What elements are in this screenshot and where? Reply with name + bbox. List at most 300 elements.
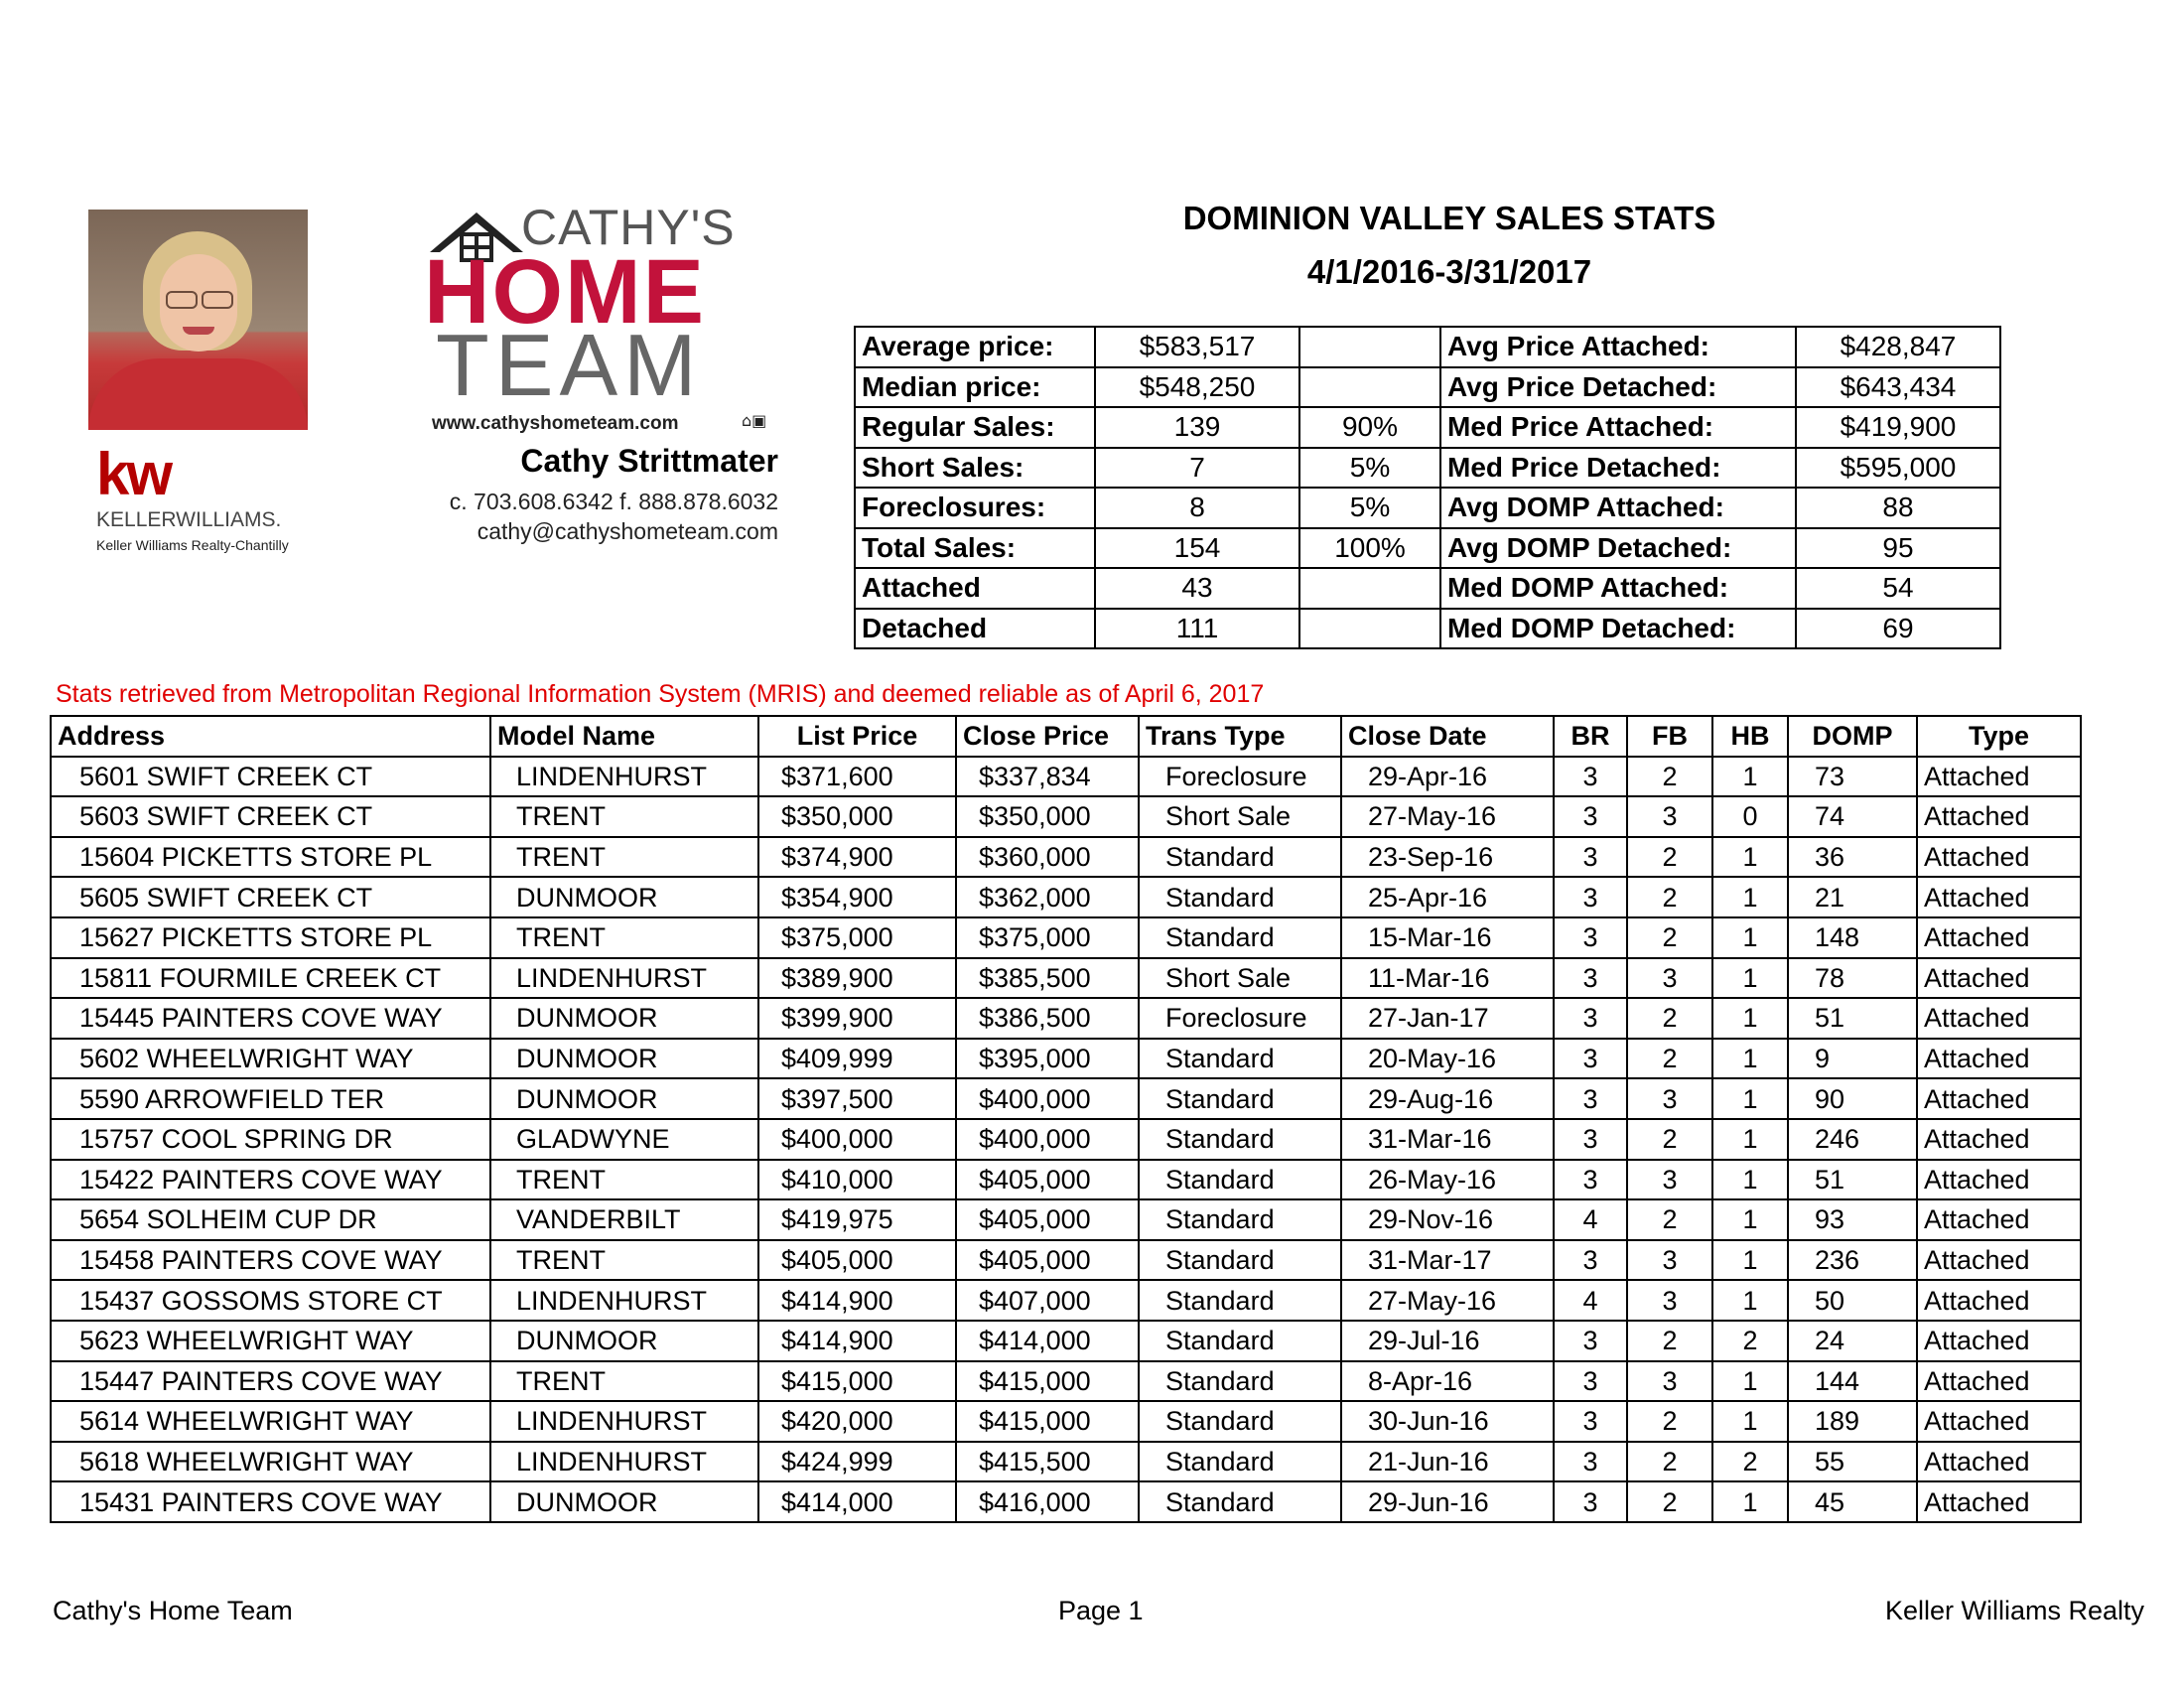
cell-type: Attached	[1917, 1199, 2081, 1240]
cell-br: 3	[1554, 877, 1627, 917]
cell-hb: 1	[1712, 1481, 1788, 1522]
cell-close-date: 27-May-16	[1341, 796, 1554, 837]
table-row	[51, 757, 2081, 797]
table-row	[51, 796, 2081, 837]
summary-label-2: Avg Price Attached:	[1440, 327, 1796, 367]
cell-type: Attached	[1917, 837, 2081, 878]
table-row	[51, 877, 2081, 917]
cell-close-date: 21-Jun-16	[1341, 1442, 1554, 1482]
source-note: Stats retrieved from Metropolitan Regional Information System (MRIS) and deemed reliable as of April 6, 2017	[56, 680, 1265, 708]
cell-type: Attached	[1917, 877, 2081, 917]
cell-address: 15431 PAINTERS COVE WAY	[51, 1481, 490, 1522]
cell-list-price: $420,000	[758, 1401, 956, 1442]
header-br: BR	[1554, 716, 1627, 757]
cell-domp: 90	[1788, 1078, 1917, 1119]
cell-hb: 1	[1712, 757, 1788, 797]
cell-address: 15458 PAINTERS COVE WAY	[51, 1240, 490, 1281]
table-row	[51, 1240, 2081, 1281]
logo-team: TEAM	[436, 316, 703, 414]
cell-close-price: $375,000	[956, 917, 1139, 958]
cell-hb: 2	[1712, 1321, 1788, 1361]
summary-percent: 100%	[1299, 528, 1440, 569]
summary-label-2: Avg DOMP Attached:	[1440, 488, 1796, 528]
cell-list-price: $354,900	[758, 877, 956, 917]
cell-trans-type: Standard	[1139, 1481, 1341, 1522]
summary-value-2: 69	[1796, 609, 2000, 649]
cell-domp: 51	[1788, 998, 1917, 1039]
cell-type: Attached	[1917, 1361, 2081, 1402]
summary-value: $583,517	[1095, 327, 1299, 367]
cell-trans-type: Standard	[1139, 1361, 1341, 1402]
cell-br: 3	[1554, 1481, 1627, 1522]
cell-domp: 189	[1788, 1401, 1917, 1442]
cell-close-price: $385,500	[956, 958, 1139, 999]
summary-row	[855, 528, 2000, 569]
agent-email[interactable]: cathy@cathyshometeam.com	[477, 518, 778, 544]
cell-address: 15422 PAINTERS COVE WAY	[51, 1160, 490, 1200]
cell-hb: 1	[1712, 917, 1788, 958]
cell-address: 5618 WHEELWRIGHT WAY	[51, 1442, 490, 1482]
cell-address: 15445 PAINTERS COVE WAY	[51, 998, 490, 1039]
table-row	[51, 958, 2081, 999]
cell-close-date: 15-Mar-16	[1341, 917, 1554, 958]
cell-close-price: $415,500	[956, 1442, 1139, 1482]
summary-value: 154	[1095, 528, 1299, 569]
summary-row	[855, 448, 2000, 489]
cell-br: 3	[1554, 837, 1627, 878]
cell-br: 3	[1554, 1361, 1627, 1402]
cell-br: 3	[1554, 1401, 1627, 1442]
cell-fb: 2	[1627, 1401, 1712, 1442]
summary-value: 111	[1095, 609, 1299, 649]
cell-list-price: $371,600	[758, 757, 956, 797]
cell-trans-type: Standard	[1139, 1199, 1341, 1240]
header-trans-type: Trans Type	[1139, 716, 1341, 757]
summary-value-2: $643,434	[1796, 367, 2000, 408]
cell-close-date: 29-Jun-16	[1341, 1481, 1554, 1522]
summary-stats-table	[854, 326, 2001, 649]
cell-fb: 2	[1627, 757, 1712, 797]
cell-close-date: 27-May-16	[1341, 1280, 1554, 1321]
cell-hb: 1	[1712, 1240, 1788, 1281]
cell-hb: 1	[1712, 877, 1788, 917]
cell-fb: 3	[1627, 958, 1712, 999]
summary-percent	[1299, 367, 1440, 408]
cell-hb: 1	[1712, 1039, 1788, 1079]
cell-fb: 3	[1627, 1361, 1712, 1402]
cell-close-date: 20-May-16	[1341, 1039, 1554, 1079]
summary-row	[855, 488, 2000, 528]
cell-close-date: 8-Apr-16	[1341, 1361, 1554, 1402]
cell-model-name: LINDENHURST	[490, 1442, 758, 1482]
header-address: Address	[51, 716, 490, 757]
cell-trans-type: Standard	[1139, 917, 1341, 958]
cell-close-date: 27-Jan-17	[1341, 998, 1554, 1039]
cell-address: 5590 ARROWFIELD TER	[51, 1078, 490, 1119]
cell-hb: 2	[1712, 1442, 1788, 1482]
photo-glasses-right	[202, 291, 233, 309]
cell-trans-type: Short Sale	[1139, 958, 1341, 999]
agent-name: Cathy Strittmater	[520, 443, 778, 479]
report-period: 4/1/2016-3/31/2017	[1306, 253, 1592, 290]
cell-list-price: $350,000	[758, 796, 956, 837]
cell-close-price: $416,000	[956, 1481, 1139, 1522]
sales-header-row	[51, 716, 2081, 757]
summary-label: Short Sales:	[855, 448, 1095, 489]
equal-housing-icon: ⌂▣	[742, 411, 767, 430]
cell-list-price: $405,000	[758, 1240, 956, 1281]
header-fb: FB	[1627, 716, 1712, 757]
table-row	[51, 1481, 2081, 1522]
cell-br: 3	[1554, 757, 1627, 797]
photo-glasses-left	[166, 291, 198, 309]
cell-type: Attached	[1917, 958, 2081, 999]
cell-fb: 2	[1627, 877, 1712, 917]
summary-label: Total Sales:	[855, 528, 1095, 569]
cell-close-price: $395,000	[956, 1039, 1139, 1079]
cell-close-date: 26-May-16	[1341, 1160, 1554, 1200]
cell-close-price: $415,000	[956, 1401, 1139, 1442]
cell-list-price: $374,900	[758, 837, 956, 878]
cell-br: 3	[1554, 1039, 1627, 1079]
cell-fb: 2	[1627, 1481, 1712, 1522]
summary-value: 7	[1095, 448, 1299, 489]
cell-list-price: $415,000	[758, 1361, 956, 1402]
cell-hb: 1	[1712, 1199, 1788, 1240]
cell-model-name: VANDERBILT	[490, 1199, 758, 1240]
website-link[interactable]: www.cathyshometeam.com	[432, 413, 679, 434]
agent-contact	[450, 443, 778, 546]
cell-address: 5603 SWIFT CREEK CT	[51, 796, 490, 837]
cell-address: 5654 SOLHEIM CUP DR	[51, 1199, 490, 1240]
cell-fb: 2	[1627, 917, 1712, 958]
cell-list-price: $400,000	[758, 1119, 956, 1160]
cell-close-date: 29-Jul-16	[1341, 1321, 1554, 1361]
cell-fb: 3	[1627, 1280, 1712, 1321]
cell-address: 5614 WHEELWRIGHT WAY	[51, 1401, 490, 1442]
summary-label: Median price:	[855, 367, 1095, 408]
summary-label-2: Med Price Attached:	[1440, 407, 1796, 448]
cell-list-price: $414,000	[758, 1481, 956, 1522]
kw-wordmark: KELLERWILLIAMS.	[96, 508, 282, 531]
kw-office-name: Keller Williams Realty-Chantilly	[96, 537, 289, 553]
cell-list-price: $419,975	[758, 1199, 956, 1240]
cell-trans-type: Short Sale	[1139, 796, 1341, 837]
summary-label-2: Avg DOMP Detached:	[1440, 528, 1796, 569]
summary-value-2: $428,847	[1796, 327, 2000, 367]
cell-close-price: $337,834	[956, 757, 1139, 797]
summary-row	[855, 407, 2000, 448]
agent-phones: c. 703.608.6342 f. 888.878.6032	[449, 489, 778, 514]
cell-hb: 1	[1712, 958, 1788, 999]
kw-mark: kw	[96, 441, 171, 507]
photo-shirt	[88, 358, 308, 430]
cell-fb: 2	[1627, 837, 1712, 878]
cell-br: 3	[1554, 1321, 1627, 1361]
cell-hb: 1	[1712, 1160, 1788, 1200]
cell-type: Attached	[1917, 1280, 2081, 1321]
cell-hb: 1	[1712, 1361, 1788, 1402]
summary-label-2: Avg Price Detached:	[1440, 367, 1796, 408]
cell-br: 4	[1554, 1199, 1627, 1240]
cell-fb: 2	[1627, 1321, 1712, 1361]
cell-domp: 9	[1788, 1039, 1917, 1079]
cell-hb: 1	[1712, 1280, 1788, 1321]
cell-type: Attached	[1917, 1119, 2081, 1160]
table-row	[51, 1160, 2081, 1200]
cell-trans-type: Standard	[1139, 1240, 1341, 1281]
summary-percent: 5%	[1299, 488, 1440, 528]
cell-trans-type: Standard	[1139, 1160, 1341, 1200]
cell-br: 3	[1554, 1119, 1627, 1160]
summary-percent	[1299, 609, 1440, 649]
cell-br: 3	[1554, 1442, 1627, 1482]
cell-type: Attached	[1917, 796, 2081, 837]
cell-fb: 3	[1627, 796, 1712, 837]
footer-left: Cathy's Home Team	[53, 1596, 293, 1625]
cell-fb: 2	[1627, 1442, 1712, 1482]
cell-type: Attached	[1917, 1481, 2081, 1522]
cell-close-date: 29-Apr-16	[1341, 757, 1554, 797]
cell-address: 5601 SWIFT CREEK CT	[51, 757, 490, 797]
cell-domp: 21	[1788, 877, 1917, 917]
cell-domp: 24	[1788, 1321, 1917, 1361]
cell-close-date: 30-Jun-16	[1341, 1401, 1554, 1442]
cell-close-date: 29-Aug-16	[1341, 1078, 1554, 1119]
logo-home: HOME	[424, 241, 706, 343]
cell-model-name: DUNMOOR	[490, 1481, 758, 1522]
cell-br: 3	[1554, 917, 1627, 958]
cell-address: 15757 COOL SPRING DR	[51, 1119, 490, 1160]
cell-close-price: $360,000	[956, 837, 1139, 878]
cell-domp: 55	[1788, 1442, 1917, 1482]
cell-br: 3	[1554, 1240, 1627, 1281]
cell-model-name: TRENT	[490, 1160, 758, 1200]
cell-model-name: LINDENHURST	[490, 1280, 758, 1321]
cell-close-price: $405,000	[956, 1160, 1139, 1200]
cell-address: 15447 PAINTERS COVE WAY	[51, 1361, 490, 1402]
cell-list-price: $397,500	[758, 1078, 956, 1119]
cell-fb: 2	[1627, 1119, 1712, 1160]
summary-stats-body	[855, 327, 2000, 648]
cell-domp: 73	[1788, 757, 1917, 797]
cell-hb: 1	[1712, 998, 1788, 1039]
cell-model-name: DUNMOOR	[490, 1321, 758, 1361]
cell-list-price: $410,000	[758, 1160, 956, 1200]
summary-label: Foreclosures:	[855, 488, 1095, 528]
cell-model-name: TRENT	[490, 917, 758, 958]
cell-domp: 78	[1788, 958, 1917, 999]
cell-type: Attached	[1917, 1442, 2081, 1482]
cell-domp: 50	[1788, 1280, 1917, 1321]
logo-cathys: CATHY'S	[521, 200, 736, 255]
cell-model-name: DUNMOOR	[490, 877, 758, 917]
summary-percent	[1299, 327, 1440, 367]
summary-label: Attached	[855, 568, 1095, 609]
cell-list-price: $414,900	[758, 1321, 956, 1361]
cell-trans-type: Standard	[1139, 1119, 1341, 1160]
cell-address: 15811 FOURMILE CREEK CT	[51, 958, 490, 999]
cell-domp: 93	[1788, 1199, 1917, 1240]
cell-close-price: $400,000	[956, 1119, 1139, 1160]
sales-table-body	[51, 757, 2081, 1522]
summary-value-2: 95	[1796, 528, 2000, 569]
footer-page-number: Page 1	[1058, 1596, 1144, 1625]
cell-trans-type: Standard	[1139, 1321, 1341, 1361]
summary-value: 8	[1095, 488, 1299, 528]
photo-smile	[183, 327, 214, 335]
cell-br: 4	[1554, 1280, 1627, 1321]
table-row	[51, 837, 2081, 878]
cell-model-name: TRENT	[490, 1240, 758, 1281]
summary-label: Detached	[855, 609, 1095, 649]
summary-percent: 90%	[1299, 407, 1440, 448]
cell-address: 5605 SWIFT CREEK CT	[51, 877, 490, 917]
cell-address: 15604 PICKETTS STORE PL	[51, 837, 490, 878]
cell-hb: 1	[1712, 837, 1788, 878]
cell-close-date: 25-Apr-16	[1341, 877, 1554, 917]
summary-row	[855, 327, 2000, 367]
cell-type: Attached	[1917, 1039, 2081, 1079]
cell-fb: 2	[1627, 998, 1712, 1039]
cell-trans-type: Standard	[1139, 1078, 1341, 1119]
cell-close-date: 11-Mar-16	[1341, 958, 1554, 999]
cell-br: 3	[1554, 958, 1627, 999]
cell-trans-type: Standard	[1139, 877, 1341, 917]
cell-type: Attached	[1917, 1078, 2081, 1119]
cell-fb: 3	[1627, 1160, 1712, 1200]
cell-domp: 236	[1788, 1240, 1917, 1281]
table-row	[51, 1321, 2081, 1361]
cell-trans-type: Standard	[1139, 1401, 1341, 1442]
cell-hb: 1	[1712, 1119, 1788, 1160]
cell-model-name: LINDENHURST	[490, 958, 758, 999]
cell-domp: 246	[1788, 1119, 1917, 1160]
cell-domp: 144	[1788, 1361, 1917, 1402]
report-title: DOMINION VALLEY SALES STATS	[1182, 200, 1716, 236]
cell-fb: 3	[1627, 1240, 1712, 1281]
cell-fb: 2	[1627, 1039, 1712, 1079]
cell-model-name: LINDENHURST	[490, 1401, 758, 1442]
summary-percent	[1299, 568, 1440, 609]
sales-table	[50, 715, 2082, 1523]
cell-type: Attached	[1917, 917, 2081, 958]
cell-type: Attached	[1917, 757, 2081, 797]
cell-domp: 36	[1788, 837, 1917, 878]
keller-williams-logo	[96, 441, 289, 553]
cell-close-price: $362,000	[956, 877, 1139, 917]
table-row	[51, 1119, 2081, 1160]
cell-list-price: $375,000	[758, 917, 956, 958]
agent-photo	[88, 210, 308, 430]
table-row	[51, 998, 2081, 1039]
cell-close-price: $350,000	[956, 796, 1139, 837]
table-row	[51, 1280, 2081, 1321]
header-hb: HB	[1712, 716, 1788, 757]
cell-address: 5602 WHEELWRIGHT WAY	[51, 1039, 490, 1079]
cell-type: Attached	[1917, 998, 2081, 1039]
cell-hb: 0	[1712, 796, 1788, 837]
header-model-name: Model Name	[490, 716, 758, 757]
table-row	[51, 1361, 2081, 1402]
cell-hb: 1	[1712, 1078, 1788, 1119]
cell-trans-type: Foreclosure	[1139, 757, 1341, 797]
table-row	[51, 1199, 2081, 1240]
cell-close-price: $400,000	[956, 1078, 1139, 1119]
cell-domp: 74	[1788, 796, 1917, 837]
summary-label-2: Med DOMP Attached:	[1440, 568, 1796, 609]
cell-trans-type: Standard	[1139, 837, 1341, 878]
table-row	[51, 917, 2081, 958]
summary-row	[855, 568, 2000, 609]
cell-list-price: $399,900	[758, 998, 956, 1039]
cell-br: 3	[1554, 998, 1627, 1039]
cell-br: 3	[1554, 1160, 1627, 1200]
summary-row	[855, 609, 2000, 649]
cell-model-name: TRENT	[490, 837, 758, 878]
cell-close-date: 23-Sep-16	[1341, 837, 1554, 878]
cell-model-name: DUNMOOR	[490, 998, 758, 1039]
summary-label-2: Med Price Detached:	[1440, 448, 1796, 489]
summary-percent: 5%	[1299, 448, 1440, 489]
cell-model-name: GLADWYNE	[490, 1119, 758, 1160]
cell-br: 3	[1554, 796, 1627, 837]
cell-address: 15437 GOSSOMS STORE CT	[51, 1280, 490, 1321]
cell-close-date: 31-Mar-17	[1341, 1240, 1554, 1281]
cell-list-price: $389,900	[758, 958, 956, 999]
cell-hb: 1	[1712, 1401, 1788, 1442]
header-type: Type	[1917, 716, 2081, 757]
summary-value-2: 54	[1796, 568, 2000, 609]
summary-label: Average price:	[855, 327, 1095, 367]
table-row	[51, 1039, 2081, 1079]
summary-value-2: 88	[1796, 488, 2000, 528]
cell-model-name: DUNMOOR	[490, 1039, 758, 1079]
table-row	[51, 1401, 2081, 1442]
cell-close-price: $405,000	[956, 1199, 1139, 1240]
cell-address: 15627 PICKETTS STORE PL	[51, 917, 490, 958]
cell-domp: 148	[1788, 917, 1917, 958]
cell-type: Attached	[1917, 1160, 2081, 1200]
cell-model-name: DUNMOOR	[490, 1078, 758, 1119]
cell-close-date: 31-Mar-16	[1341, 1119, 1554, 1160]
cell-close-price: $405,000	[956, 1240, 1139, 1281]
summary-value: 139	[1095, 407, 1299, 448]
header-close-price: Close Price	[956, 716, 1139, 757]
summary-value: 43	[1095, 568, 1299, 609]
cell-model-name: TRENT	[490, 1361, 758, 1402]
summary-row	[855, 367, 2000, 408]
cell-address: 5623 WHEELWRIGHT WAY	[51, 1321, 490, 1361]
cell-close-price: $386,500	[956, 998, 1139, 1039]
header-domp: DOMP	[1788, 716, 1917, 757]
cell-br: 3	[1554, 1078, 1627, 1119]
summary-value-2: $419,900	[1796, 407, 2000, 448]
cell-domp: 51	[1788, 1160, 1917, 1200]
cell-close-date: 29-Nov-16	[1341, 1199, 1554, 1240]
summary-value: $548,250	[1095, 367, 1299, 408]
cell-model-name: TRENT	[490, 796, 758, 837]
cell-model-name: LINDENHURST	[490, 757, 758, 797]
cell-fb: 2	[1627, 1199, 1712, 1240]
cell-trans-type: Foreclosure	[1139, 998, 1341, 1039]
cell-close-price: $415,000	[956, 1361, 1139, 1402]
summary-label-2: Med DOMP Detached:	[1440, 609, 1796, 649]
cell-type: Attached	[1917, 1321, 2081, 1361]
cell-trans-type: Standard	[1139, 1442, 1341, 1482]
header-list-price: List Price	[758, 716, 956, 757]
cell-trans-type: Standard	[1139, 1280, 1341, 1321]
